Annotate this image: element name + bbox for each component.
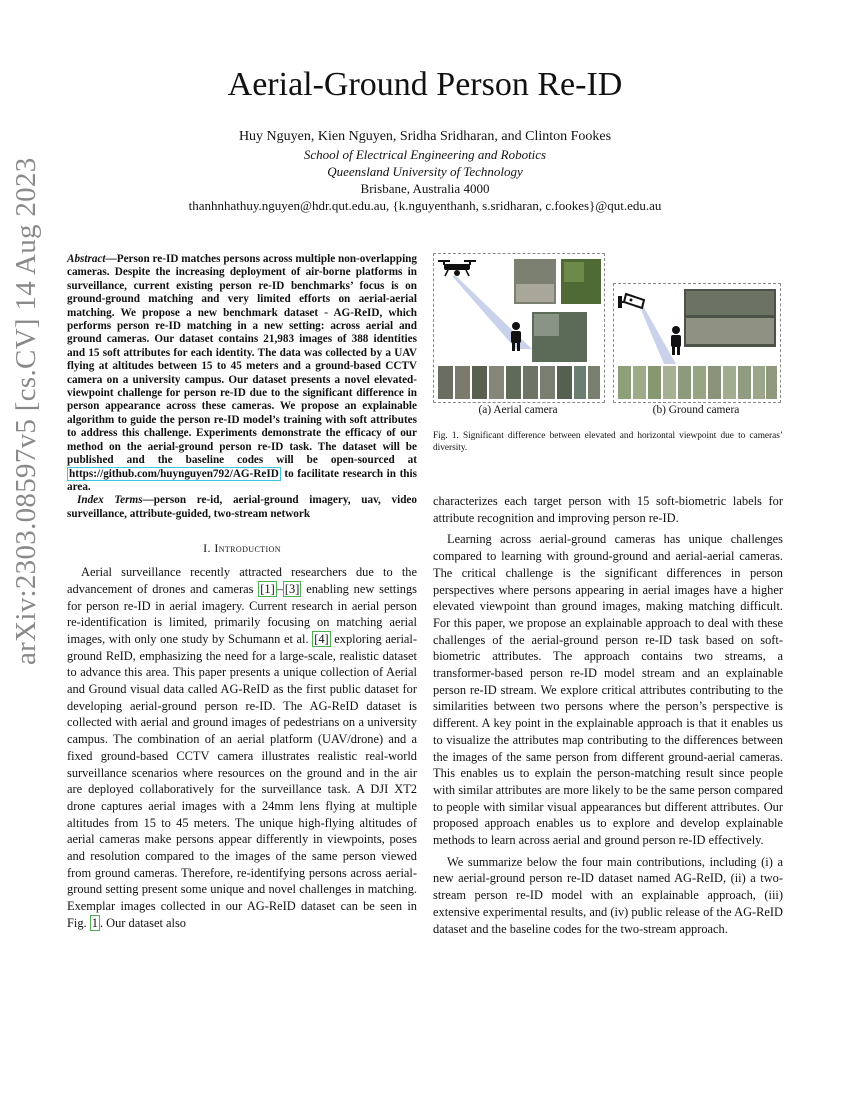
right-column-text	[433, 493, 783, 937]
right-paragraph-1: Learning across aerial-ground cameras has unique challenges compared to learning with ground-ground and aerial-aerial cameras. The critical challenge is the significant differences in person perspectives where persons appearing in aerial images have a higher elevated viewpoint than ground images, making matching difficult. For this paper, we propose an explainable approach to deal with these challenges of the aerial-ground person re-ID task based on soft-biometric attributes. The approach contains two streams, a transformer-based person re-ID model stream and an explainable person re-ID stream. We explore critical attributes contributing to the similarities between two persons where the person’s perspective is different. A key point in the explainable approach is that it enables us to visualize the attributes map contributing to the differences between the images of the same person from different ground-aerial cameras. This enables us to explain the person-matching result since people with similar attributes are more likely to be the same person compared to people with similar visual appearances but different attributes. Our proposed approach enables us to explore and develop explainable methods to learn across aerial and ground person re-ID effectively.	[433, 532, 783, 848]
figure-aerial-panel	[433, 253, 605, 403]
drone-icon	[438, 260, 476, 276]
intro-text-b: enabling new settings for person re-ID in aerial imagery. Current research in aerial person re-identification is limited, primarily focusing on matching aerial images, with only one study by Schumann et al.	[67, 581, 417, 646]
right-paragraph-2: We summarize below the four main contributions, including (i) a new aerial-ground person re-ID dataset named AG-ReID, (ii) a two-stream person re-ID model with an explainable approach, (iii) extensive experimental results, and (iv) public release of the AG-ReID dataset and the baseline codes for the two-stream approach.	[433, 854, 783, 936]
index-terms-text: person re-id, aerial-ground imagery, uav, video surveillance, attribute-guided, two-stream network	[67, 494, 417, 520]
abstract	[67, 253, 417, 494]
abstract-label: Abstract	[67, 253, 106, 265]
github-link[interactable]: https://github.com/huynguyen792/AG-ReID	[69, 467, 279, 480]
person-icon	[671, 326, 681, 355]
index-terms-dash: —	[142, 494, 154, 507]
author-emails: thanhnhathuy.nguyen@hdr.qut.edu.au, {k.nguyenthanh, s.sridharan, c.fookes}@qut.edu.au	[188, 198, 662, 213]
figure-caption: Fig. 1. Significant difference between elevated and horizontal viewpoint due to cameras’ diversity.	[433, 431, 783, 453]
citation-link[interactable]: [3]	[284, 581, 300, 596]
ground-scene	[614, 284, 780, 402]
author-block	[0, 128, 850, 214]
index-terms	[67, 494, 417, 521]
affiliation-university: Queensland University of Technology	[327, 164, 523, 179]
citation-link[interactable]: [4]	[314, 631, 329, 646]
aerial-image-tiles	[438, 259, 601, 399]
figure-link[interactable]: 1	[91, 915, 98, 930]
section-number: I.	[203, 541, 215, 556]
arxiv-id-text: arXiv:2303.08597v5 [cs.CV] 14 Aug 2023	[10, 157, 42, 665]
section-title: Introduction	[214, 541, 281, 556]
intro-dash: –	[276, 581, 283, 596]
abstract-tail: to facilitate research in this area.	[67, 467, 417, 493]
aerial-scene	[434, 254, 604, 402]
intro-text-d: . Our dataset also	[99, 915, 186, 930]
intro-paragraph-1	[67, 564, 417, 931]
abstract-dash: —	[105, 253, 117, 265]
index-terms-label: Index Terms	[77, 494, 143, 507]
section-heading-introduction	[67, 541, 417, 556]
author-names: Huy Nguyen, Kien Nguyen, Sridha Sridharan, and Clinton Fookes	[238, 129, 612, 144]
subcaption-aerial: (a) Aerial camera	[478, 404, 558, 416]
affiliation-school: School of Electrical Engineering and Robotics	[303, 147, 547, 162]
citation-link[interactable]: [1]	[260, 581, 275, 596]
intro-text-a: Aerial surveillance recently attracted researchers due to the advancement of drones and cameras	[67, 565, 417, 596]
left-column	[67, 253, 417, 932]
paper-title: Aerial-Ground Person Re-ID	[227, 66, 623, 103]
abstract-text: Person re-ID matches persons across multiple non-overlapping cameras. Despite the increasing deployment of air-borne platforms in surveillance, current existing person re-ID benchmarks’ focus is on ground-ground matching and very limited efforts on aerial-aerial matching. We propose a new benchmark dataset - AG-ReID, which performs person re-ID matching in a new setting: across aerial and ground cameras. Our dataset contains 21,983 images of 388 identities and 15 soft attributes for each identity. The data was collected by a UAV flying at altitudes between 15 to 45 meters and a ground-based CCTV camera on a university campus. Our dataset presents a novel elevated-viewpoint challenge for person re-ID due to the significant difference in person appearance across these cameras. We propose an explainable algorithm to guide the person re-ID model’s training with soft attributes to address this challenge. Experiments demonstrate the efficacy of our method on the aerial-ground person re-ID task. The dataset will be published and the baseline codes will be open-sourced at	[67, 253, 417, 467]
intro-text-c: exploring aerial-ground ReID, emphasizing the need for a large-scale, realistic dataset to advance this area. This paper presents a unique collection of Aerial and Ground visual data called AG-ReID as the first public dataset for developing aerial-ground person re-ID. The AG-ReID dataset is collected with aerial and ground images of pedestrians on a university campus. The combination of an aerial platform (UAV/drone) and a fixed ground-based CCTV camera illustrates realistic real-world surveillance scenarios where resources on the ground and in the air are deployed collaboratively for the surveillance task. A DJI XT2 drone captures aerial images with a 24mm lens flying at multiple altitudes from 15 to 45 meters. The unique high-flying altitudes of aerial cameras make persons appear differently in viewpoints, poses and resolution compared to the images of the same person viewed from ground cameras. Therefore, re-identifying persons across aerial-ground setting present some unique and novel challenges in matching. Exemplar images collected in our AG-ReID dataset can be seen in Fig.	[67, 631, 417, 930]
figure-ground-panel	[613, 283, 781, 403]
affiliation-location: Brisbane, Australia 4000	[360, 181, 490, 196]
view-cone	[642, 304, 676, 364]
right-paragraph-0: characterizes each target person with 15 soft-biometric labels for attribute recognition and improving person re-ID.	[433, 494, 783, 525]
cctv-camera-icon	[618, 294, 644, 308]
subcaption-ground: (b) Ground camera	[652, 404, 740, 416]
